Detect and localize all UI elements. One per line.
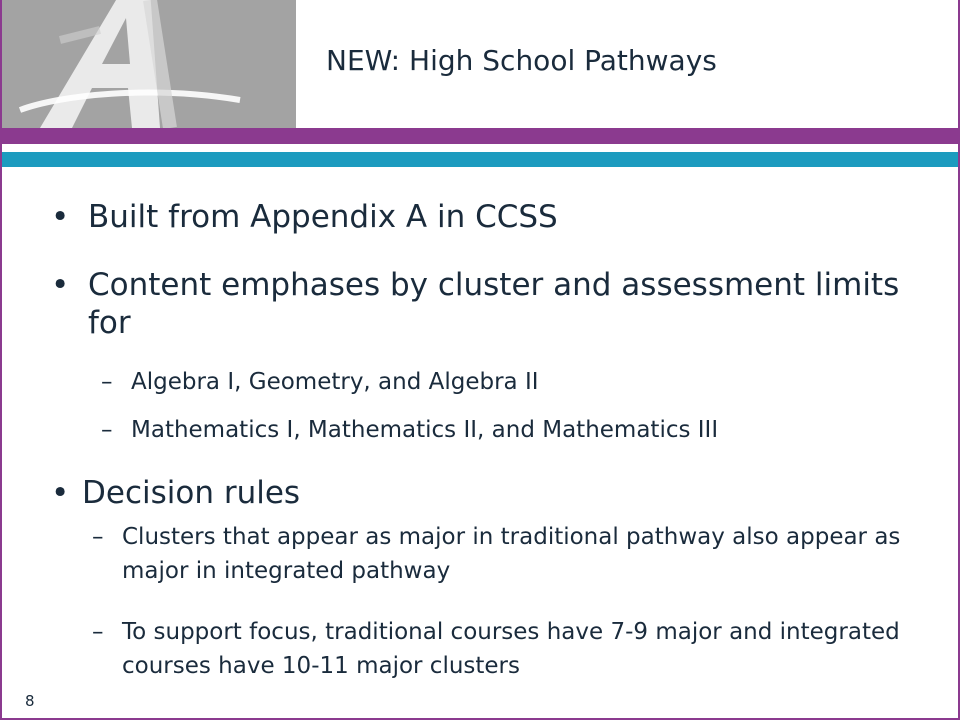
bullet-icon: •	[51, 267, 70, 303]
bullet-text: Content emphases by cluster and assessment limits for	[88, 267, 900, 341]
sub-bullet-text: Mathematics I, Mathematics II, and Mathematics III	[131, 417, 719, 443]
sub-bullet-text: To support focus, traditional courses have 7-9 major and integrated courses have 10-11 major clusters	[122, 619, 900, 679]
sub-bullet-item	[101, 365, 539, 399]
sub-bullet-text: Algebra I, Geometry, and Algebra II	[131, 369, 539, 395]
bullet-item	[51, 266, 918, 342]
dash-icon: –	[92, 619, 104, 645]
bullet-icon: •	[51, 199, 70, 235]
page-title: NEW: High School Pathways	[326, 44, 717, 77]
dash-icon: –	[101, 417, 113, 443]
sub-bullet-item	[92, 520, 922, 588]
bullet-text: Built from Appendix A in CCSS	[88, 199, 558, 235]
slide-number: 8	[25, 692, 35, 710]
sub-bullet-text: Clusters that appear as major in traditional pathway also appear as major in integrated pathway	[122, 524, 901, 584]
frame-border-left	[0, 0, 2, 720]
bullet-text: Decision rules	[82, 475, 301, 511]
sub-bullet-item	[92, 615, 922, 683]
dash-icon: –	[92, 524, 104, 550]
bullet-item	[51, 474, 301, 512]
sub-bullet-item	[101, 413, 719, 447]
bullet-icon: •	[51, 475, 70, 511]
bullet-item	[51, 198, 558, 236]
dash-icon: –	[101, 369, 113, 395]
